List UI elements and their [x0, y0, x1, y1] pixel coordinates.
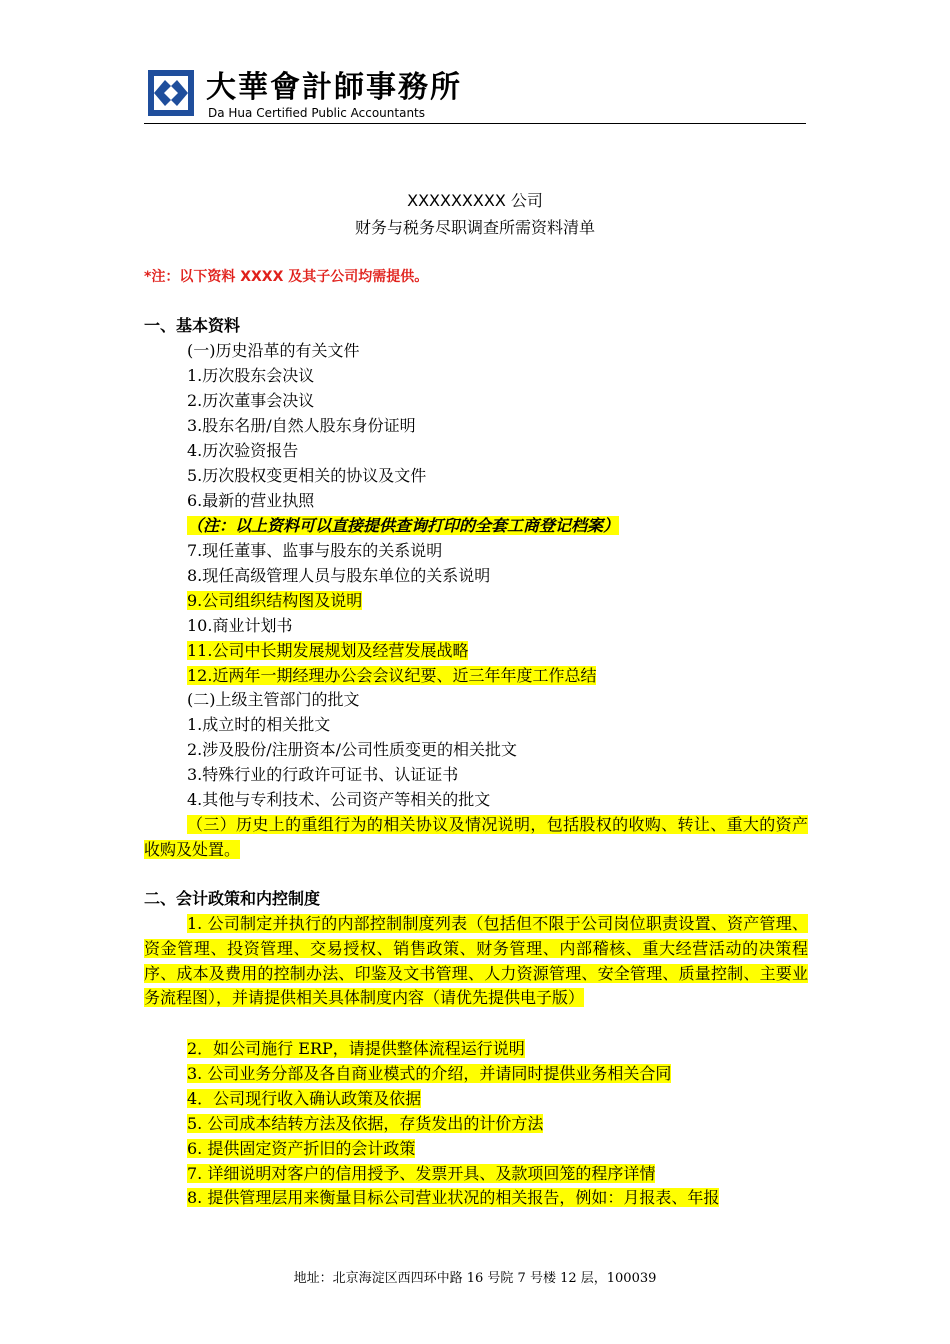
list-item-highlighted: 11.公司中长期发展规划及经营发展战略 [187, 641, 469, 660]
header-divider [144, 123, 806, 124]
section-heading-basic-info: 一、基本资料 [144, 316, 241, 335]
list-item: (一)历史沿革的有关文件 [187, 341, 360, 360]
list-item: 5.历次股权变更相关的协议及文件 [187, 466, 427, 485]
list-item-highlighted: 2．如公司施行 ERP，请提供整体流程运行说明 [187, 1039, 525, 1058]
list-item: 10.商业计划书 [187, 616, 293, 635]
list-item: 8.现任高级管理人员与股东单位的关系说明 [187, 566, 491, 585]
list-item: 4.历次验资报告 [187, 441, 299, 460]
list-item-highlighted: 8. 提供管理层用来衡量目标公司营业状况的相关报告，例如：月报表、年报 [187, 1188, 720, 1207]
list-item: 1.成立时的相关批文 [187, 715, 331, 734]
list-item: 3.特殊行业的行政许可证书、认证证书 [187, 765, 459, 784]
list-item-highlighted: 7. 详细说明对客户的信用授予、发票开具、及款项回笼的程序详情 [187, 1164, 656, 1183]
list-item: 7.现任董事、监事与股东的关系说明 [187, 541, 443, 560]
document-title-company: XXXXXXXXX 公司 [407, 191, 543, 210]
list-item-highlighted: 3. 公司业务分部及各自商业模式的介绍，并请同时提供业务相关合同 [187, 1064, 672, 1083]
paragraph-highlighted: （三）历史上的重组行为的相关协议及情况说明，包括股权的收购、转让、重大的资产收购及处置。 [144, 815, 808, 859]
list-item: 1.历次股东会决议 [187, 366, 315, 385]
list-item: 6.最新的营业执照 [187, 491, 315, 510]
list-item-highlighted: 9.公司组织结构图及说明 [187, 591, 363, 610]
list-item-highlighted: 5. 公司成本结转方法及依据，存货发出的计价方法 [187, 1114, 544, 1133]
highlighted-note: （注：以上资料可以直接提供查询打印的全套工商登记档案） [187, 516, 620, 535]
list-item-highlighted: 12.近两年一期经理办公会会议纪要、近三年年度工作总结 [187, 666, 597, 685]
letterhead [144, 66, 806, 126]
brand-name-english: Da Hua Certified Public Accountants [208, 106, 426, 120]
list-item: 2.涉及股份/注册资本/公司性质变更的相关批文 [187, 740, 518, 759]
list-item-highlighted: 6. 提供固定资产折旧的会计政策 [187, 1139, 416, 1158]
list-item: 2.历次董事会决议 [187, 391, 315, 410]
note-text: *注：以下资料 XXXX 及其子公司均需提供。 [144, 269, 429, 285]
paragraph-highlighted: 1. 公司制定并执行的内部控制制度列表（包括但不限于公司岗位职责设置、资产管理、资金管理、投资管理、交易授权、销售政策、财务管理、内部稽核、重大经营活动的决策程序、成本及费用的控制办法、印鉴及文书管理、人力资源管理、安全管理、质量控制、主要业务流程图），并请提供相关具体制度内容（请优先提供电子版） [144, 914, 808, 1008]
list-item: 3.股东名册/自然人股东身份证明 [187, 416, 416, 435]
section-heading-accounting-policy: 二、会计政策和内控制度 [144, 889, 321, 908]
list-item: (二)上级主管部门的批文 [187, 690, 360, 709]
dahua-logo-icon [148, 70, 194, 116]
brand-name-chinese: 大華會計師事務所 [206, 70, 462, 105]
list-item-highlighted: 4．公司现行收入确认政策及依据 [187, 1089, 422, 1108]
list-item: 4.其他与专利技术、公司资产等相关的批文 [187, 790, 491, 809]
document-title: 财务与税务尽职调查所需资料清单 [354, 218, 595, 237]
footer-address: 地址：北京海淀区西四环中路 16 号院 7 号楼 12 层，100039 [293, 1271, 657, 1286]
